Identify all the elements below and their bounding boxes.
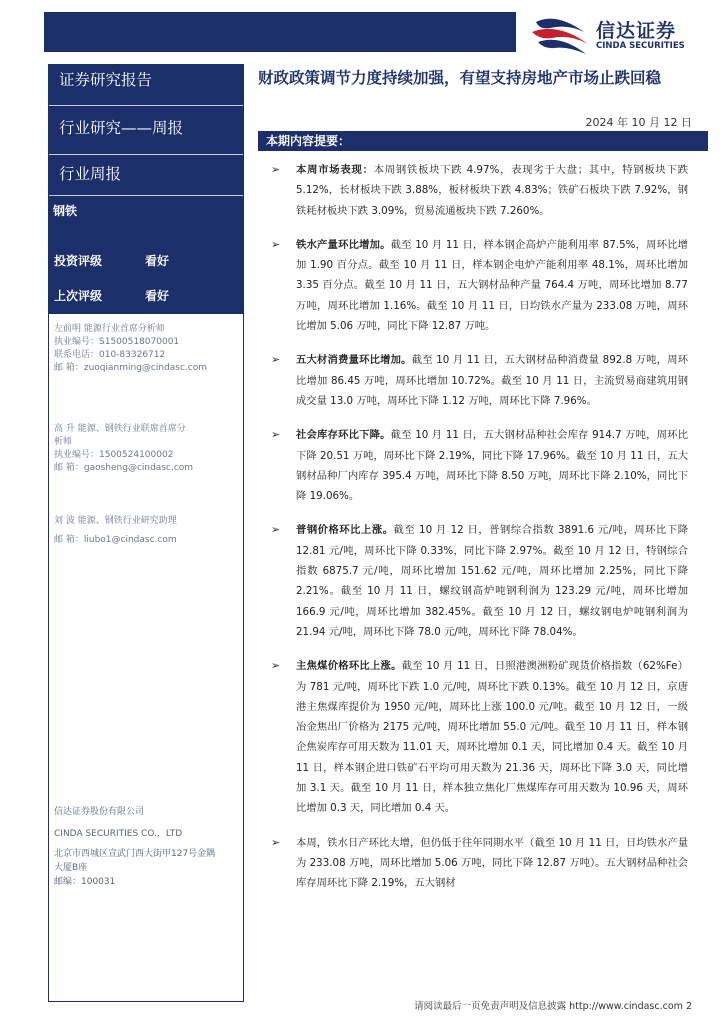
item-text: 截至 10 月 11 日，五大钢材品种社会库存 914.7 万吨，周环比下降 20.51 万吨，周环比下降 2.19%，同比下降 17.96%。截至 10 月 11 日，五大钢材品种厂内库存 395.4 万吨，周环比下降 8.50 万吨，周环比下降 2.10%，同比下降 19.06%。 <box>296 429 688 503</box>
summary-item-consumption <box>268 350 688 411</box>
weekly-label: 行业周报 <box>49 155 243 195</box>
cinda-logo <box>528 14 708 56</box>
company-address: 北京市西城区宣武门西大街甲127号金隅 <box>54 849 216 859</box>
summary-item-output <box>268 235 688 336</box>
analyst-1 <box>54 323 239 375</box>
item-text: 截至 10 月 11 日，五大钢材品种消费量 892.8 万吨，周环比增加 86.45 万吨，周环比增加 10.72%。截至 10 月 11 日，主流贸易商建筑用钢成交量 13.0 万吨，周环比下降 1.12 万吨，周环比下降 7.96%。 <box>296 354 689 407</box>
company-info <box>54 805 240 889</box>
analyst-2 <box>54 423 239 475</box>
arrow-icon: ➢ <box>271 428 281 442</box>
summary-item-outlook <box>268 833 688 894</box>
analyst-email[interactable]: 邮 箱：zuoqianming@cindasc.com <box>54 363 208 373</box>
item-heading: 社会库存环比下降。 <box>296 429 391 442</box>
arrow-icon: ➢ <box>271 523 281 537</box>
arrow-icon: ➢ <box>271 163 281 176</box>
rating-label: 投资评级 <box>54 254 103 268</box>
brand-name-cn: 信达证券 <box>596 20 677 42</box>
rating-value: 看好 <box>145 254 170 268</box>
item-heading: 五大材消费量环比增加。 <box>296 354 412 367</box>
item-heading: 本周市场表现： <box>296 164 374 176</box>
analyst-email[interactable]: 邮 箱：gaosheng@cindasc.com <box>54 463 194 473</box>
arrow-icon: ➢ <box>271 353 281 367</box>
analyst-line: 高 升 能源、钢铁行业联席首席分 <box>54 424 186 434</box>
summary-item-steel-price <box>268 520 688 642</box>
page-number: 2 <box>685 1001 692 1012</box>
analyst-line: 联系电话：010-83326712 <box>54 350 166 360</box>
report-title: 财政政策调节力度持续加强，有望支持房地产市场止跌回稳 <box>258 69 662 87</box>
item-text: 截至 10 月 11 日，日照港澳洲粉矿现货价格指数（62%Fe）为 781 元/吨，周环比下跌 1.0 元/吨，周环比下跌 0.13%。截至 10 月 12 日，京唐港主焦煤库提价为 1950 元/吨，周环比上涨 100.0 元/吨。截至 10 月 12 日，一级冶金焦出厂价格为 2175 元/吨，周环比增加 55.0 元/吨。截至 10 月 11 日，样本钢企焦炭库存可用天数为 11.01 天，周环比增加 0.1 天，同比增加 0.4 天。截至 10 月 11 日，样本钢企进口铁矿石平均可用天数为 21.36 天，周环比下降 3.0 天，同比增加 3.1 天。截至 10 月 11 日，样本独立焦化厂焦煤库存可用天数为 10.96 天，周环比增加 0.3 天，同比增加 0.4 天。 <box>296 660 688 815</box>
research-type-label: 行业研究——周报 <box>49 106 243 154</box>
item-heading: 铁水产量环比增加。 <box>296 238 391 251</box>
summary-item-market <box>268 160 688 221</box>
company-name-cn: 信达证券股份有限公司 <box>54 807 145 817</box>
analyst-line: 析师 <box>54 437 73 447</box>
page-footer <box>414 998 692 1012</box>
prev-rating-value: 看好 <box>145 289 170 303</box>
item-text: 截至 10 月 11 日，样本钢企高炉产能利用率 87.5%，周环比增加 1.90 百分点。截至 10 月 11 日，样本钢企电炉产能利用率 48.1%，周环比增加 3.35 百分点。截至 10 月 11 日，五大钢材品种产量 764.4 万吨，周环比增加 8.77 万吨，周环比增加 1.16%。截至 10 月 11 日，日均铁水产量为 233.08 万吨，周环比增加 5.06 万吨，同比下降 12.87 万吨。 <box>296 238 689 333</box>
analyst-email[interactable]: 邮 箱：liubo1@cindasc.com <box>54 535 177 545</box>
investment-rating <box>54 252 170 269</box>
summary-header: 本期内容提要： <box>258 131 708 151</box>
arrow-icon: ➢ <box>271 659 281 673</box>
analyst-line: 左前明 能源行业首席分析师 <box>54 324 165 334</box>
report-date: 2024 年 10 月 12 日 <box>585 116 692 129</box>
header-band <box>44 12 516 52</box>
analyst-line: 执业编号：S1500518070001 <box>54 337 180 347</box>
analyst-line: 执业编号：1500524100002 <box>54 450 174 460</box>
prev-rating-label: 上次评级 <box>54 289 103 303</box>
item-heading: 普钢价格环比上涨。 <box>296 524 394 537</box>
company-address: 大厦B座 <box>54 863 88 873</box>
analyst-3 <box>54 515 239 547</box>
disclaimer-link[interactable]: 请阅读最后一页免责声明及信息披露 http://www.cindasc.com <box>414 1001 683 1012</box>
summary-item-inventory <box>268 425 688 506</box>
summary-list <box>268 160 688 908</box>
previous-rating <box>54 287 170 304</box>
industry-name: 钢铁 <box>53 204 78 218</box>
summary-item-coal-price <box>268 656 688 818</box>
cinda-logo-icon <box>528 14 592 56</box>
report-type-label: 证券研究报告 <box>49 65 243 105</box>
item-text: 本周，铁水日产环比大增，但仍低于往年同期水平（截至 10 月 11 日，日均铁水产量为 233.08 万吨，周环比增加 5.06 万吨，同比下降 12.87 万吨）。五大钢材品种社会库存周环比下降 2.19%，五大钢材 <box>296 836 688 890</box>
brand-name-en: CINDA SECURITIES <box>596 41 685 51</box>
item-text: 本周钢铁板块下跌 4.97%，表现劣于大盘；其中，特钢板块下跌 5.12%，长材板块下跌 3.88%，板材板块下跌 4.83%；铁矿石板块下跌 7.92%，钢铁耗材板块下跌 3.09%，贸易流通板块下跌 7.260%。 <box>296 164 688 217</box>
analyst-line: 刘 波 能源、钢铁行业研究助理 <box>54 516 177 526</box>
company-name-en: CINDA SECURITIES CO.，LTD <box>54 829 183 839</box>
arrow-icon: ➢ <box>271 835 281 849</box>
arrow-icon: ➢ <box>271 237 281 251</box>
sidebar <box>48 64 244 1002</box>
item-heading: 主焦煤价格环比上涨。 <box>296 660 402 673</box>
company-postcode: 邮编：100031 <box>54 877 116 887</box>
item-text: 截至 10 月 12 日，普钢综合指数 3891.6 元/吨，周环比下降 12.81 元/吨，周环比下降 0.33%，同比下降 2.97%。截至 10 月 12 日，特钢综合指数 6875.7 元/吨，周环比增加 151.62 元/吨，周环比增加 2.25%，同比下降 2.21%。截至 10 月 11 日，螺纹钢高炉吨钢利润为 123.29 元/吨，周环比增加 166.9 元/吨，周环比增加 382.45%。截至 10 月 12 日，螺纹钢电炉吨钢利润为 21.94 元/吨，周环比下降 78.0 元/吨，周环比下降 78.04%。 <box>296 524 689 638</box>
